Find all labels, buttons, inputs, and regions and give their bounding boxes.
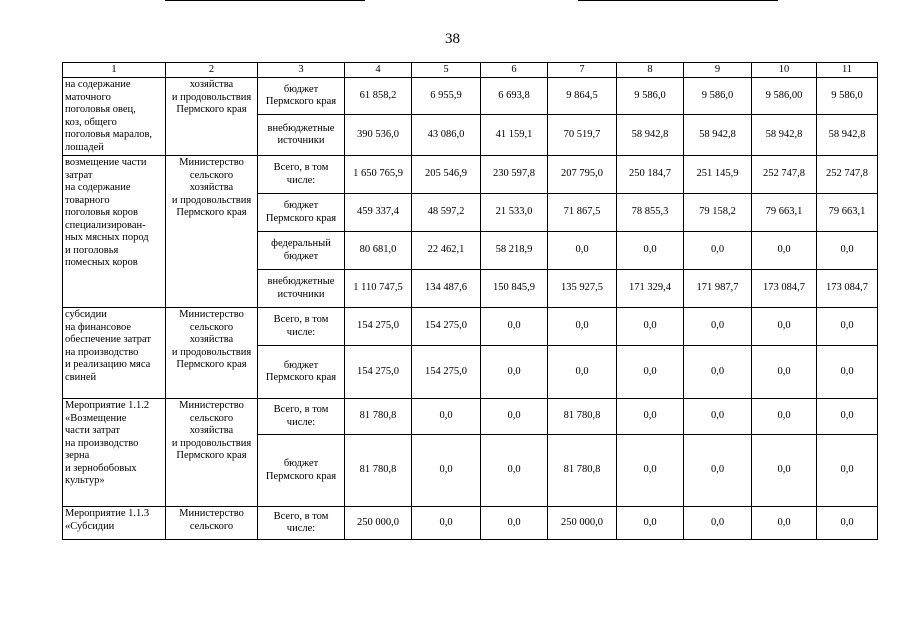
amount-cell: 154 275,0 [412, 308, 481, 346]
amount-cell: 0,0 [817, 308, 878, 346]
funding-source [258, 399, 345, 435]
table-row [63, 308, 878, 346]
funding-source-line: бюджет [283, 200, 319, 211]
amount-cell: 207 795,0 [548, 156, 617, 194]
column-header: 6 [481, 63, 548, 78]
amount-cell: 80 681,0 [345, 232, 412, 270]
amount-cell: 0,0 [817, 232, 878, 270]
measure-description [63, 507, 166, 540]
amount-cell: 171 329,4 [617, 270, 684, 308]
amount-cell: 171 987,7 [684, 270, 752, 308]
description-line: помесных коров [65, 257, 138, 268]
funding-source-line: внебюджетные [267, 276, 335, 287]
description-line: специализирован- [65, 219, 146, 231]
amount-cell: 0,0 [684, 232, 752, 270]
funding-source-line: числе: [286, 326, 316, 338]
executor-line: хозяйства [189, 182, 234, 193]
funding-source-line: Всего, в том [273, 162, 329, 173]
amount-cell: 135 927,5 [548, 270, 617, 308]
top-rule-left [165, 0, 365, 1]
responsible-executor [166, 507, 258, 540]
amount-cell: 61 858,2 [345, 78, 412, 115]
amount-cell: 48 597,2 [412, 194, 481, 232]
amount-cell: 41 159,1 [481, 115, 548, 156]
table-row [63, 399, 878, 435]
amount-cell: 252 747,8 [817, 156, 878, 194]
amount-cell: 390 536,0 [345, 115, 412, 156]
page-number: 38 [445, 31, 460, 47]
funding-source [258, 194, 345, 232]
amount-cell: 0,0 [617, 308, 684, 346]
amount-cell: 0,0 [481, 308, 548, 346]
top-rule-right [578, 0, 778, 1]
executor-line: и продовольствия [171, 194, 252, 206]
amount-cell: 1 650 765,9 [345, 156, 412, 194]
measure-description [63, 308, 166, 399]
column-header: 8 [617, 63, 684, 78]
amount-cell: 230 597,8 [481, 156, 548, 194]
amount-cell: 1 110 747,5 [345, 270, 412, 308]
executor-line: и продовольствия [171, 91, 252, 103]
description-line: «Возмещение [65, 412, 127, 424]
amount-cell: 21 533,0 [481, 194, 548, 232]
column-header: 4 [345, 63, 412, 78]
column-header: 3 [258, 63, 345, 78]
description-line: Мероприятие 1.1.3 [65, 508, 150, 519]
amount-cell: 58 218,9 [481, 232, 548, 270]
column-header: 10 [752, 63, 817, 78]
amount-cell: 173 084,7 [752, 270, 817, 308]
amount-cell: 0,0 [481, 399, 548, 435]
amount-cell: 0,0 [548, 232, 617, 270]
description-line: товарного [65, 194, 110, 206]
description-line: затрат [65, 169, 93, 181]
amount-cell: 0,0 [752, 435, 817, 507]
table-row [63, 156, 878, 194]
funding-source-line: числе: [286, 416, 316, 428]
funding-source-line: бюджет [283, 250, 319, 262]
amount-cell: 70 519,7 [548, 115, 617, 156]
amount-cell: 0,0 [617, 346, 684, 399]
budget-table [62, 62, 878, 540]
funding-source-line: Всего, в том [273, 510, 329, 522]
description-line: и поголовья [65, 244, 119, 256]
amount-cell: 0,0 [412, 399, 481, 435]
amount-cell: 58 942,8 [617, 115, 684, 156]
funding-source [258, 115, 345, 156]
amount-cell: 0,0 [817, 507, 878, 540]
executor-line: Министерство [179, 400, 244, 411]
executor-line: Пермского края [176, 450, 247, 461]
description-line: и реализацию мяса [65, 359, 151, 370]
amount-cell: 0,0 [412, 435, 481, 507]
funding-source-line: Всего, в том [273, 314, 329, 325]
amount-cell: 58 942,8 [752, 115, 817, 156]
amount-cell: 154 275,0 [345, 346, 412, 399]
funding-source [258, 232, 345, 270]
amount-cell: 0,0 [481, 346, 548, 399]
amount-cell: 250 184,7 [617, 156, 684, 194]
description-line: Мероприятие 1.1.2 [65, 400, 150, 411]
amount-cell: 79 158,2 [684, 194, 752, 232]
amount-cell: 205 546,9 [412, 156, 481, 194]
amount-cell: 0,0 [617, 435, 684, 507]
description-line: на производство [65, 346, 139, 358]
executor-line: Министерство [179, 309, 244, 320]
amount-cell: 0,0 [752, 346, 817, 399]
funding-source-line: Пермского края [265, 372, 337, 383]
amount-cell: 81 780,8 [345, 435, 412, 507]
amount-cell: 81 780,8 [548, 435, 617, 507]
executor-line: Министерство [179, 508, 244, 519]
executor-line: и продовольствия [171, 346, 252, 358]
funding-source-line: Пермского края [265, 470, 337, 482]
table-body [63, 63, 878, 540]
amount-cell: 252 747,8 [752, 156, 817, 194]
description-line: на содержание [65, 182, 131, 193]
amount-cell: 250 000,0 [345, 507, 412, 540]
funding-source-line: внебюджетные [267, 122, 335, 134]
measure-description [63, 156, 166, 308]
amount-cell: 9 586,00 [752, 78, 817, 115]
column-header-row [63, 63, 878, 78]
amount-cell: 9 586,0 [817, 78, 878, 115]
executor-line: сельского [189, 321, 234, 333]
funding-source [258, 156, 345, 194]
amount-cell: 251 145,9 [684, 156, 752, 194]
amount-cell: 0,0 [752, 507, 817, 540]
amount-cell: 78 855,3 [617, 194, 684, 232]
description-line: поголовья овец, [65, 104, 136, 115]
funding-source-line: числе: [286, 174, 316, 186]
amount-cell: 6 955,9 [412, 78, 481, 115]
amount-cell: 0,0 [817, 346, 878, 399]
description-line: свиней [65, 371, 97, 383]
description-line: и зернобобовых [65, 462, 137, 474]
executor-line: хозяйства [189, 334, 234, 345]
description-line: маточного [65, 91, 111, 103]
description-line: возмещение части [65, 157, 147, 168]
amount-cell: 0,0 [412, 507, 481, 540]
funding-source [258, 435, 345, 507]
executor-line: хозяйства [189, 79, 234, 90]
description-line: ных мясных пород [65, 232, 149, 243]
amount-cell: 0,0 [548, 346, 617, 399]
responsible-executor [166, 399, 258, 507]
executor-line: Министерство [179, 157, 244, 168]
executor-line: хозяйства [189, 425, 234, 436]
description-line: коз, общего [65, 116, 117, 128]
funding-source-line: Пермского края [265, 96, 337, 107]
funding-source-line: бюджет [283, 83, 319, 95]
executor-line: сельского [189, 520, 234, 532]
responsible-executor [166, 78, 258, 156]
table-row [63, 507, 878, 540]
amount-cell: 9 586,0 [684, 78, 752, 115]
amount-cell: 79 663,1 [817, 194, 878, 232]
funding-source-line: числе: [286, 523, 316, 534]
description-line: поголовья маралов, [65, 129, 153, 140]
amount-cell: 0,0 [481, 507, 548, 540]
executor-line: Пермского края [176, 359, 247, 370]
funding-source [258, 270, 345, 308]
column-header: 9 [684, 63, 752, 78]
amount-cell: 0,0 [481, 435, 548, 507]
responsible-executor [166, 156, 258, 308]
column-header: 2 [166, 63, 258, 78]
funding-source-line: Всего, в том [273, 404, 329, 415]
description-line: поголовья коров [65, 207, 138, 218]
description-line: на содержание [65, 79, 131, 90]
amount-cell: 0,0 [684, 308, 752, 346]
amount-cell: 0,0 [617, 507, 684, 540]
description-line: «Субсидии [65, 520, 115, 532]
executor-line: Пермского края [176, 207, 247, 218]
amount-cell: 58 942,8 [684, 115, 752, 156]
description-line: субсидии [65, 309, 107, 320]
amount-cell: 0,0 [617, 232, 684, 270]
funding-source [258, 346, 345, 399]
funding-source-line: бюджет [283, 359, 319, 371]
amount-cell: 0,0 [548, 308, 617, 346]
description-line: части затрат [65, 425, 120, 436]
responsible-executor [166, 308, 258, 399]
amount-cell: 154 275,0 [412, 346, 481, 399]
executor-line: сельского [189, 412, 234, 424]
funding-source [258, 507, 345, 540]
description-line: лошадей [65, 141, 104, 153]
funding-source-line: Пермского края [265, 212, 337, 224]
amount-cell: 154 275,0 [345, 308, 412, 346]
amount-cell: 173 084,7 [817, 270, 878, 308]
executor-line: и продовольствия [171, 437, 252, 449]
funding-source-line: бюджет [283, 458, 319, 469]
description-line: на производство [65, 437, 139, 449]
amount-cell: 79 663,1 [752, 194, 817, 232]
description-line: культур» [65, 475, 105, 486]
funding-source [258, 308, 345, 346]
amount-cell: 0,0 [684, 399, 752, 435]
table-row [63, 78, 878, 115]
amount-cell: 0,0 [817, 435, 878, 507]
measure-description [63, 78, 166, 156]
amount-cell: 43 086,0 [412, 115, 481, 156]
funding-source-line: федеральный [271, 238, 331, 249]
amount-cell: 134 487,6 [412, 270, 481, 308]
column-header: 1 [63, 63, 166, 78]
amount-cell: 0,0 [684, 346, 752, 399]
description-line: обеспечение затрат [65, 334, 151, 345]
amount-cell: 9 586,0 [617, 78, 684, 115]
amount-cell: 459 337,4 [345, 194, 412, 232]
amount-cell: 81 780,8 [345, 399, 412, 435]
funding-source-line: источники [277, 288, 325, 300]
amount-cell: 0,0 [817, 399, 878, 435]
column-header: 5 [412, 63, 481, 78]
amount-cell: 58 942,8 [817, 115, 878, 156]
amount-cell: 0,0 [684, 507, 752, 540]
amount-cell: 22 462,1 [412, 232, 481, 270]
executor-line: сельского [189, 169, 234, 181]
amount-cell: 0,0 [684, 435, 752, 507]
measure-description [63, 399, 166, 507]
column-header: 7 [548, 63, 617, 78]
column-header: 11 [817, 63, 878, 78]
funding-source [258, 78, 345, 115]
funding-source-line: источники [277, 135, 325, 146]
amount-cell: 150 845,9 [481, 270, 548, 308]
amount-cell: 6 693,8 [481, 78, 548, 115]
amount-cell: 0,0 [617, 399, 684, 435]
amount-cell: 9 864,5 [548, 78, 617, 115]
amount-cell: 0,0 [752, 399, 817, 435]
amount-cell: 71 867,5 [548, 194, 617, 232]
executor-line: Пермского края [176, 104, 247, 115]
description-line: на финансовое [65, 321, 132, 333]
description-line: зерна [65, 450, 90, 461]
amount-cell: 0,0 [752, 232, 817, 270]
amount-cell: 0,0 [752, 308, 817, 346]
amount-cell: 250 000,0 [548, 507, 617, 540]
amount-cell: 81 780,8 [548, 399, 617, 435]
